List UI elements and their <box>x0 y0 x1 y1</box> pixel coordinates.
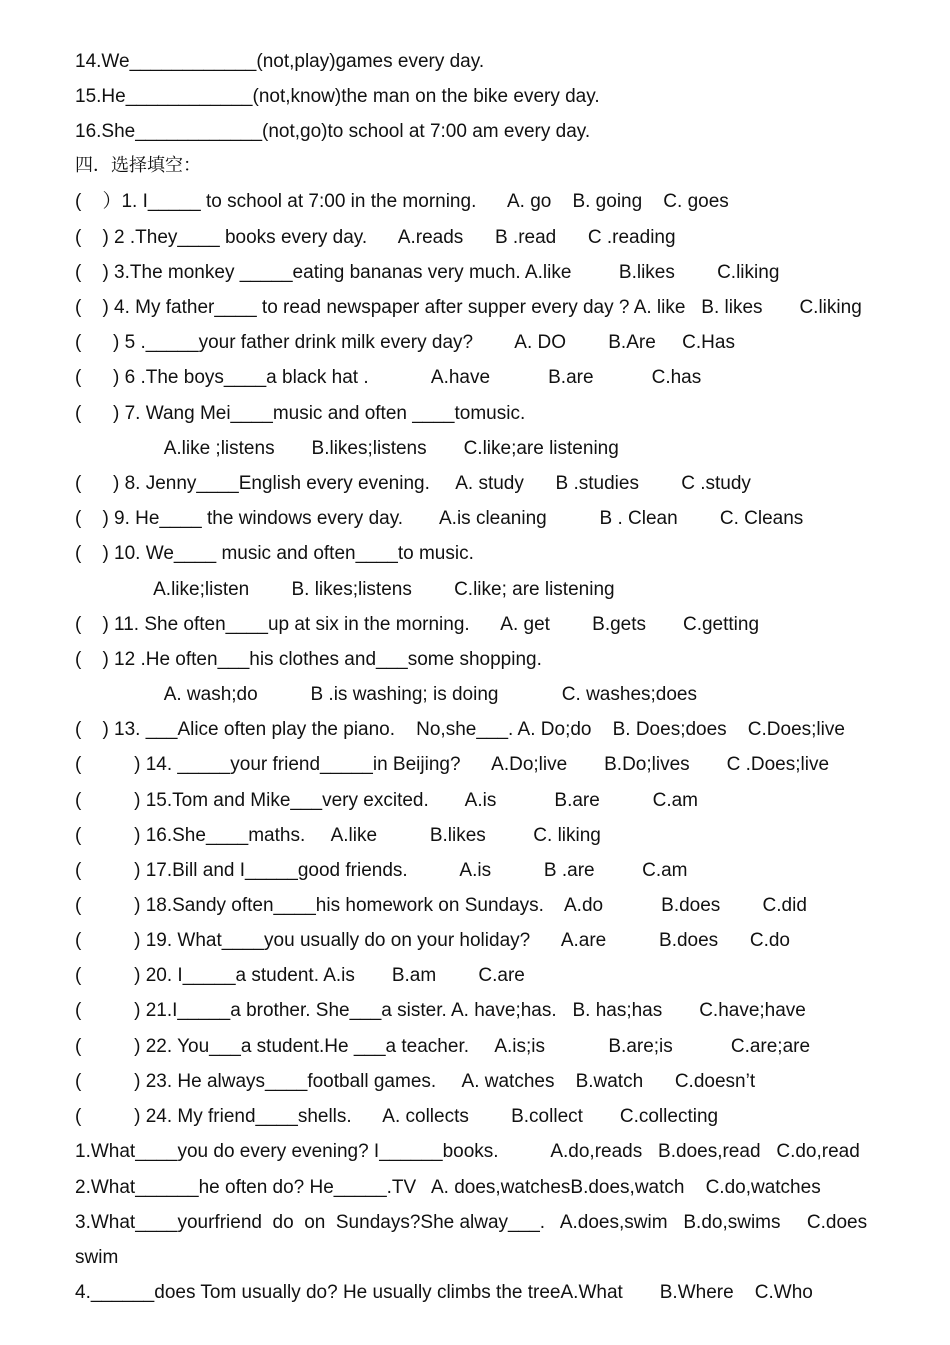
question-line: ( ) 19. What____you usually do on your holiday? A.are B.does C.do <box>75 930 790 951</box>
options-line: A.like ;listens B.likes;listens C.like;are listening <box>75 438 619 459</box>
question-line: ( ) 17.Bill and I_____good friends. A.is B .are C.am <box>75 860 688 881</box>
question-line: 2.What______he often do? He_____.TV A. does,watchesB.does,watch C.do,watches <box>75 1177 821 1198</box>
question-line-continued: swim <box>75 1247 119 1268</box>
question-line: ( ) 4. My father____ to read newspaper after supper every day ? A. like B. likes C.liking <box>75 297 862 318</box>
question-line: ( ) 13. ___Alice often play the piano. No,she___. A. Do;do B. Does;does C.Does;live <box>75 719 845 740</box>
question-line: ( ) 10. We____ music and often____to music. <box>75 543 474 564</box>
question-line: ( ) 22. You___a student.He ___a teacher. A.is;is B.are;is C.are;are <box>75 1036 811 1057</box>
question-line: ( ) 24. My friend____shells. A. collects B.collect C.collecting <box>75 1106 719 1127</box>
question-line: ( ) 18.Sandy often____his homework on Sundays. A.do B.does C.did <box>75 895 807 916</box>
question-line: ( ) 9. He____ the windows every day. A.is cleaning B . Clean C. Cleans <box>75 508 804 529</box>
question-line: ( ) 15.Tom and Mike___very excited. A.is B.are C.am <box>75 790 698 811</box>
question-line: ( ) 12 .He often___his clothes and___some shopping. <box>75 649 542 670</box>
question-line: ( ) 11. She often____up at six in the morning. A. get B.gets C.getting <box>75 614 760 635</box>
section-heading: 四．选择填空： <box>75 155 201 176</box>
options-line: A. wash;do B .is washing; is doing C. washes;does <box>75 684 697 705</box>
question-line: ( ) 2 .They____ books every day. A.reads B .read C .reading <box>75 227 676 248</box>
exercise-line: 15.He____________(not,know)the man on the bike every day. <box>75 86 600 107</box>
question-line: ( ) 5 ._____your father drink milk every day? A. DO B.Are C.Has <box>75 332 735 353</box>
question-line: ( ) 8. Jenny____English every evening. A. study B .studies C .study <box>75 473 751 494</box>
exercise-line: 16.She____________(not,go)to school at 7:00 am every day. <box>75 121 591 142</box>
question-line: 1.What____you do every evening? I______books. A.do,reads B.does,read C.do,read <box>75 1141 860 1162</box>
question-line: ( ）1. I_____ to school at 7:00 in the morning. A. go B. going C. goes <box>75 191 729 212</box>
question-line: ( ) 14. _____your friend_____in Beijing? A.Do;live B.Do;lives C .Does;live <box>75 754 830 775</box>
question-line: ( ) 7. Wang Mei____music and often ____tomusic. <box>75 403 526 424</box>
question-line: ( ) 16.She____maths. A.like B.likes C. liking <box>75 825 601 846</box>
question-line: ( ) 21.I_____a brother. She___a sister. A. have;has. B. has;has C.have;have <box>75 1000 806 1021</box>
question-line: ( ) 6 .The boys____a black hat . A.have B.are C.has <box>75 367 702 388</box>
question-line: 4.______does Tom usually do? He usually climbs the treeA.What B.Where C.Who <box>75 1282 813 1303</box>
question-line: ( ) 20. I_____a student. A.is B.am C.are <box>75 965 525 986</box>
question-line: ( ) 3.The monkey _____eating bananas very much. A.like B.likes C.liking <box>75 262 780 283</box>
question-line: ( ) 23. He always____football games. A. watches B.watch C.doesn’t <box>75 1071 756 1092</box>
question-line: 3.What____yourfriend do on Sundays?She alway___. A.does,swim B.do,swims C.does <box>75 1212 868 1233</box>
exercise-line: 14.We____________(not,play)games every day. <box>75 51 485 72</box>
options-line: A.like;listen B. likes;listens C.like; are listening <box>75 579 615 600</box>
